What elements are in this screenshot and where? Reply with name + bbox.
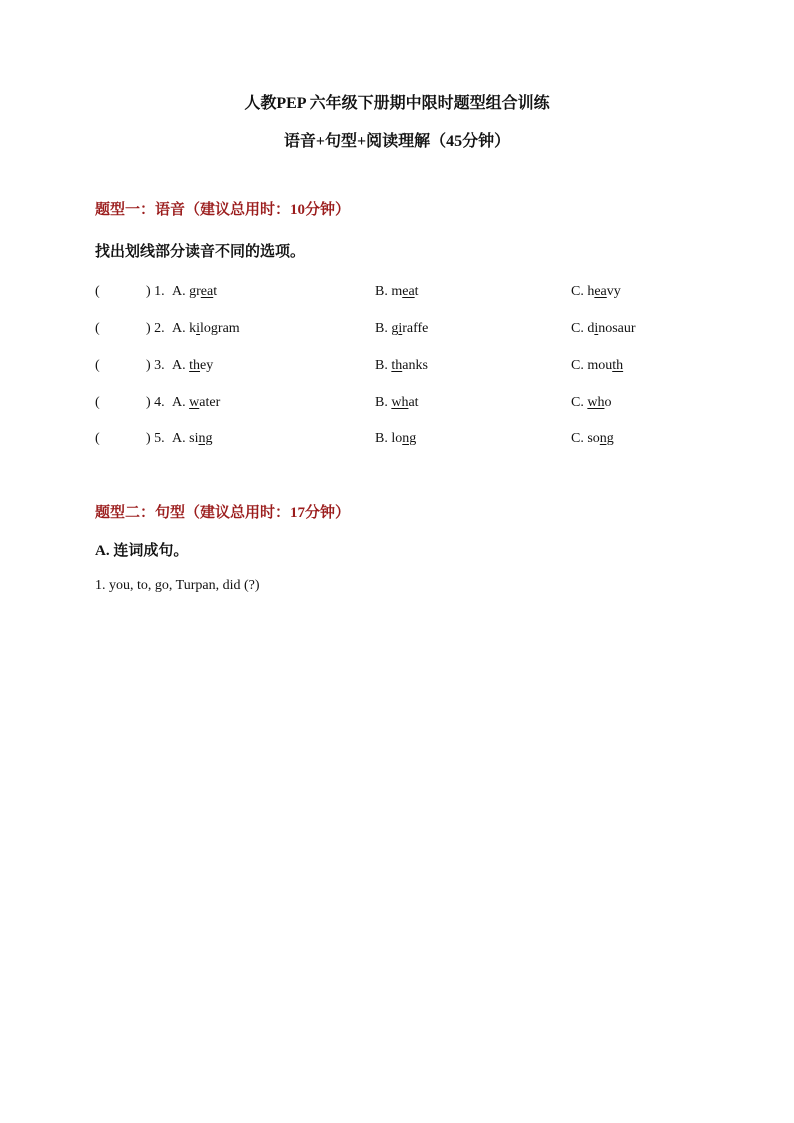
question-number: ) 3. bbox=[146, 358, 165, 373]
question-number: ) 4. bbox=[146, 395, 165, 410]
option-b: B. what bbox=[375, 395, 419, 410]
question-number: ) 5. bbox=[146, 431, 165, 446]
option-c: C. who bbox=[571, 395, 612, 410]
phonics-question-row bbox=[0, 282, 794, 302]
word-order-question-1: 1. you, to, go, Turpan, did (?) bbox=[95, 578, 260, 593]
answer-blank-open[interactable]: ( bbox=[95, 321, 100, 336]
phonics-question-row bbox=[0, 429, 794, 449]
question-number: ) 1. bbox=[146, 284, 165, 299]
answer-blank-open[interactable]: ( bbox=[95, 358, 100, 373]
section-1-heading: 题型一：语音（建议总用时：10分钟） bbox=[95, 202, 351, 218]
option-b: B. long bbox=[375, 431, 417, 446]
underlined-letters: ea bbox=[200, 284, 214, 299]
option-a: A. water bbox=[172, 395, 221, 410]
underlined-letters: i bbox=[398, 321, 403, 336]
phonics-question-row bbox=[0, 319, 794, 339]
phonics-question-row bbox=[0, 393, 794, 413]
option-a: A. sing bbox=[172, 431, 213, 446]
underlined-letters: i bbox=[594, 321, 599, 336]
underlined-letters: th bbox=[612, 358, 624, 373]
option-a: A. they bbox=[172, 358, 214, 373]
option-a: A. great bbox=[172, 284, 218, 299]
option-c: C. song bbox=[571, 431, 614, 446]
underlined-letters: w bbox=[189, 395, 200, 410]
phonics-question-row bbox=[0, 356, 794, 376]
underlined-letters: ng bbox=[599, 431, 614, 446]
underlined-letters: th bbox=[189, 358, 201, 373]
answer-blank-open[interactable]: ( bbox=[95, 284, 100, 299]
section-2-heading: 题型二：句型（建议总用时：17分钟） bbox=[95, 505, 351, 521]
option-b: B. meat bbox=[375, 284, 419, 299]
section-1-instruction: 找出划线部分读音不同的选项。 bbox=[95, 244, 306, 260]
option-c: C. dinosaur bbox=[571, 321, 636, 336]
option-a: A. kilogram bbox=[172, 321, 240, 336]
document-title: 人教PEP 六年级下册期中限时题型组合训练 bbox=[244, 95, 550, 112]
option-c: C. mouth bbox=[571, 358, 624, 373]
underlined-letters: wh bbox=[391, 395, 409, 410]
question-number: ) 2. bbox=[146, 321, 165, 336]
underlined-letters: ng bbox=[402, 431, 417, 446]
option-b: B. giraffe bbox=[375, 321, 429, 336]
underlined-letters: i bbox=[196, 321, 201, 336]
underlined-letters: th bbox=[391, 358, 403, 373]
underlined-letters: wh bbox=[587, 395, 605, 410]
answer-blank-open[interactable]: ( bbox=[95, 431, 100, 446]
section-2-instruction: A. 连词成句。 bbox=[95, 543, 189, 559]
underlined-letters: ng bbox=[198, 431, 213, 446]
underlined-letters: ea bbox=[594, 284, 607, 299]
option-b: B. thanks bbox=[375, 358, 428, 373]
answer-blank-open[interactable]: ( bbox=[95, 395, 100, 410]
underlined-letters: ea bbox=[402, 284, 415, 299]
option-c: C. heavy bbox=[571, 284, 621, 299]
document-subtitle: 语音+句型+阅读理解（45分钟） bbox=[283, 133, 511, 150]
